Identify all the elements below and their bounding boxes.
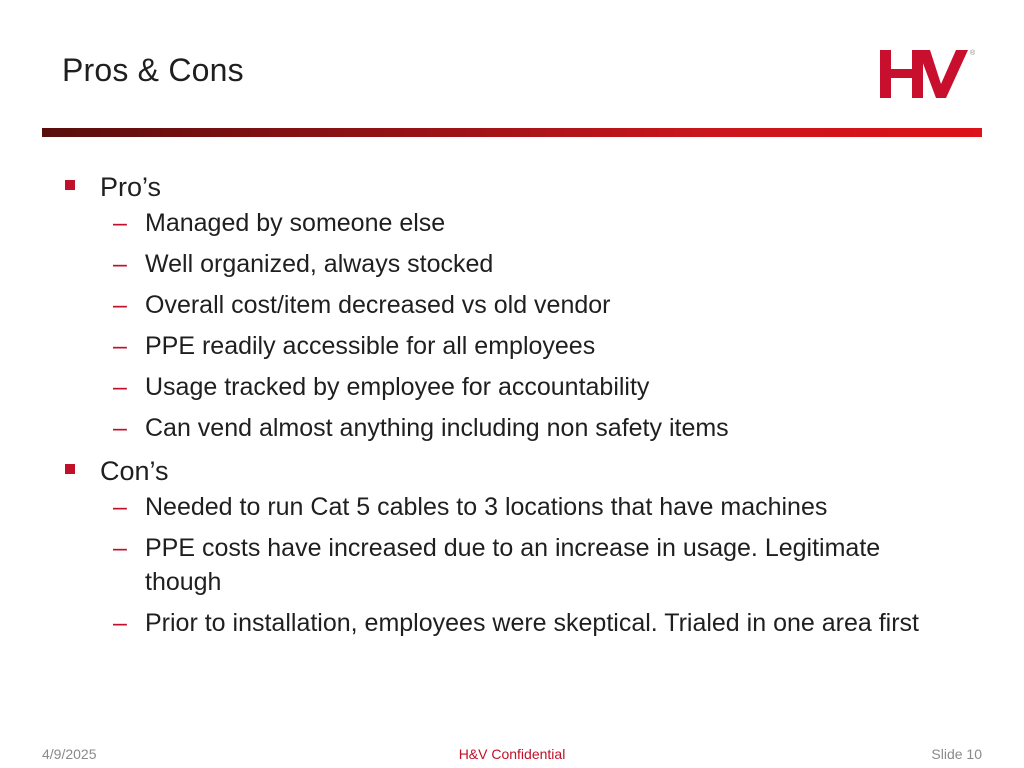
list-item: – Managed by someone else <box>62 206 962 240</box>
dash-icon: – <box>113 332 127 360</box>
list-item: – Overall cost/item decreased vs old vendor <box>62 288 962 322</box>
slide-content <box>62 166 962 647</box>
bullet-pros <box>62 168 962 206</box>
dash-icon: – <box>113 493 127 521</box>
svg-text:®: ® <box>970 50 976 57</box>
list-item: – PPE costs have increased due to an increase in usage. Legitimate though <box>62 531 962 599</box>
list-item: – Can vend almost anything including non safety items <box>62 411 962 445</box>
bullet-pros-label: Pro’s <box>100 172 162 202</box>
list-item: – Usage tracked by employee for accountability <box>62 370 962 404</box>
list-item: – Prior to installation, employees were skeptical. Trialed in one area first <box>62 606 962 640</box>
square-bullet-icon <box>65 180 75 190</box>
dash-icon: – <box>113 250 127 278</box>
dash-icon: – <box>113 609 127 637</box>
title-divider-bar <box>42 128 982 137</box>
dash-icon: – <box>113 414 127 442</box>
bullet-cons-label: Con’s <box>100 456 169 486</box>
dash-icon: – <box>113 291 127 319</box>
dash-icon: – <box>113 534 127 562</box>
dash-icon: – <box>113 373 127 401</box>
footer-date: 4/9/2025 <box>42 746 97 762</box>
list-item: – Well organized, always stocked <box>62 247 962 281</box>
square-bullet-icon <box>65 464 75 474</box>
bullet-cons <box>62 452 962 490</box>
footer-slide-number: Slide 10 <box>931 746 982 762</box>
footer-confidential: H&V Confidential <box>458 746 566 762</box>
pros-list <box>62 206 962 445</box>
slide-title: Pros & Cons <box>62 52 244 88</box>
list-item: – PPE readily accessible for all employees <box>62 329 962 363</box>
dash-icon: – <box>113 209 127 237</box>
cons-list <box>62 490 962 640</box>
hv-logo <box>878 44 978 102</box>
list-item: – Needed to run Cat 5 cables to 3 locations that have machines <box>62 490 962 524</box>
